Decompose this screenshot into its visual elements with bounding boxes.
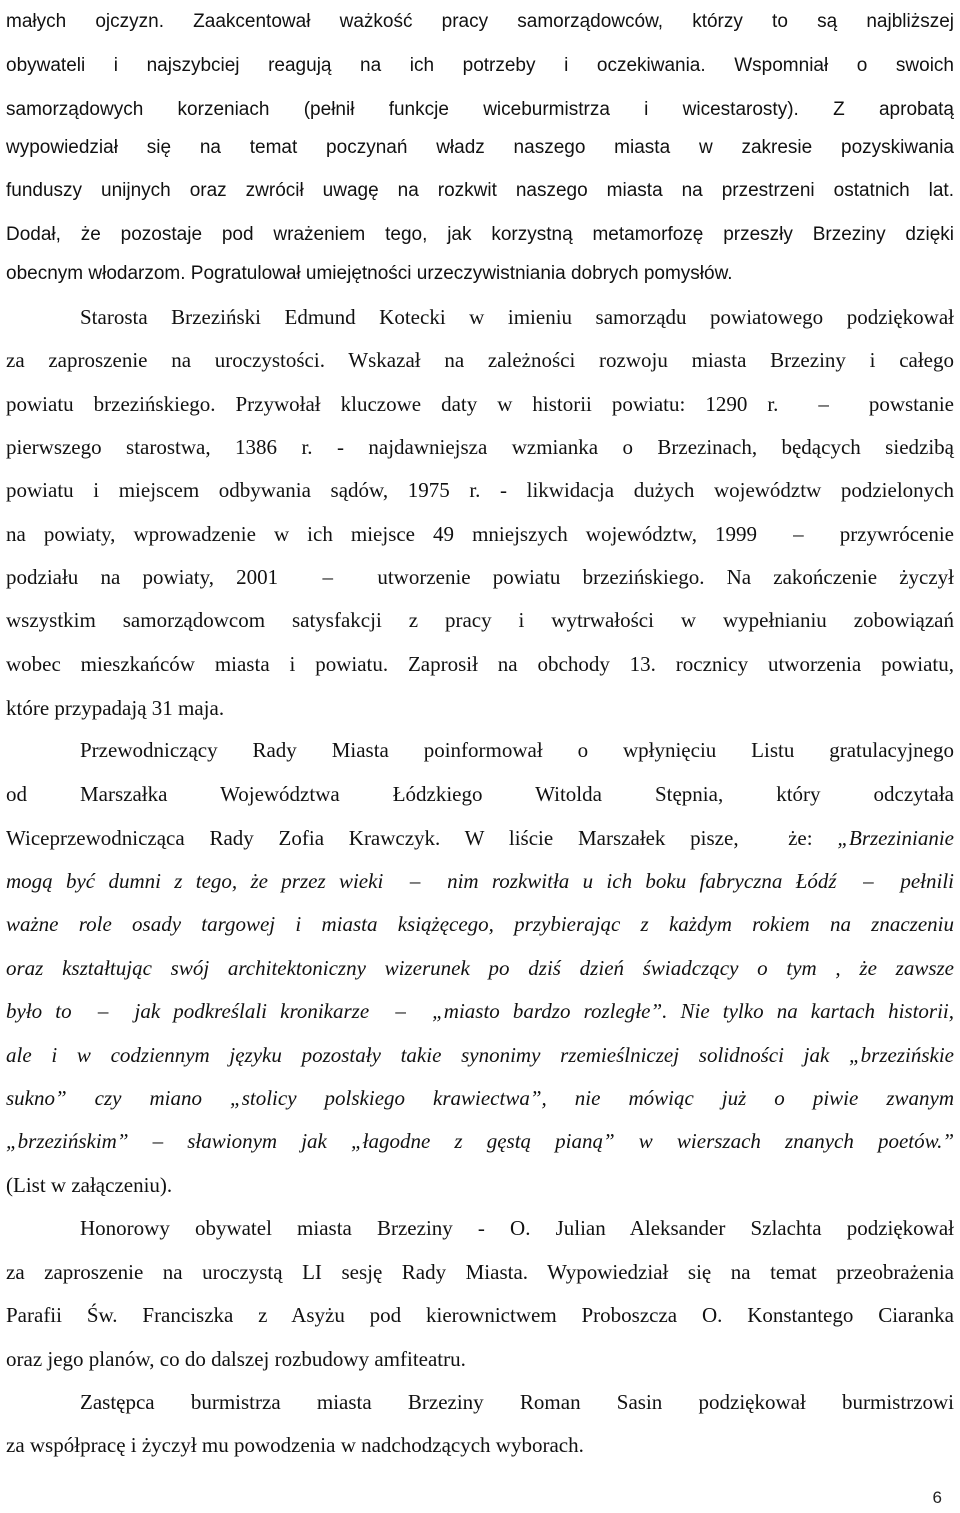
- text-line: [6, 688, 954, 728]
- text-segment: „brzezińskim” – sławionym jak „łagodne z gęstą pianą” w wierszach znanych poetów.”: [6, 1129, 954, 1153]
- text-line: [6, 213, 954, 253]
- text-segment: . Nie tylko na kartach historii,: [662, 999, 954, 1023]
- text-line: [6, 818, 954, 858]
- text-line: [6, 600, 954, 640]
- text-line: [6, 948, 954, 988]
- text-segment: funduszy unijnych oraz zwrócił uwagę na rozkwit naszego miasta na przestrzeni ostatnich lat.: [6, 180, 954, 201]
- text-segment: Honorowy obywatel miasta Brzeziny - O. Julian Aleksander Szlachta podziękował: [80, 1216, 954, 1240]
- text-segment: na powiaty, wprowadzenie w ich miejsce 49 mniejszych województw, 1999 – przywrócenie: [6, 522, 954, 546]
- text-line: [6, 991, 954, 1031]
- text-segment: powiatu i miejscem odbywania sądów, 1975 r. - likwidacja dużych województw podzielonych: [6, 478, 954, 502]
- text-segment: sukno” czy miano „stolicy polskiego krawiectwa”, nie mówiąc już o piwie zwanym: [6, 1086, 954, 1110]
- text-line: [6, 861, 954, 901]
- text-line: [6, 88, 954, 128]
- text-segment: powiatu brzezińskiego. Przywołał kluczowe daty w historii powiatu: 1290 r. – powstanie: [6, 392, 954, 416]
- text-segment: obywateli i najszybciej reagują na ich potrzeby i oczekiwania. Wspomniał o swoich: [6, 55, 954, 76]
- text-line: [6, 427, 954, 467]
- text-segment: małych ojczyzn. Zaakcentował ważkość pracy samorządowców, którzy to są najbliższej: [6, 11, 954, 32]
- text-segment: za współpracę i życzył mu powodzenia w nadchodzących wyborach.: [6, 1433, 584, 1457]
- text-line: [80, 1208, 954, 1248]
- text-segment: oraz jego planów, co do dalszej rozbudowy amfiteatru.: [6, 1347, 466, 1371]
- text-line: [80, 1382, 954, 1422]
- text-segment: mogą być dumni z tego, że przez wieki – nim rozkwitła u ich boku fabryczna Łódź – pełnili: [6, 869, 954, 893]
- text-line: [6, 340, 954, 380]
- text-segment: ale i w codziennym języku pozostały takie synonimy rzemieślniczej solidności jak „brzezińskie: [6, 1043, 954, 1067]
- text-line: [6, 557, 954, 597]
- text-segment: ważne role osady targowej i miasta książęcego, przybierając z każdym rokiem na znaczeniu: [6, 912, 954, 936]
- text-line: [6, 44, 954, 84]
- text-segment: wobec mieszkańców miasta i powiatu. Zaprosił na obchody 13. rocznicy utworzenia powiatu,: [6, 652, 954, 676]
- text-line: [6, 252, 954, 292]
- text-segment: Parafii Św. Franciszka z Asyżu pod kierownictwem Proboszcza O. Konstantego Ciaranka: [6, 1303, 954, 1327]
- text-segment: Przewodniczący Rady Miasta poinformował o wpłynięciu Listu gratulacyjnego: [80, 738, 954, 762]
- text-line: [6, 514, 954, 554]
- text-segment: oraz kształtując swój architektoniczny wizerunek po dziś dzień świadczący o tym , że zawsze: [6, 956, 954, 980]
- text-line: [6, 1121, 954, 1161]
- text-segment: od Marszałka Województwa Łódzkiego Witolda Stępnia, który odczytała: [6, 782, 954, 806]
- text-segment: za zaproszenie na uroczystości. Wskazał na zależności rozwoju miasta Brzeziny i całego: [6, 348, 954, 372]
- page-number: 6: [932, 1488, 942, 1507]
- text-line: [6, 774, 954, 814]
- text-line: [6, 1425, 954, 1465]
- text-segment: za zaproszenie na uroczystą LI sesję Rady Miasta. Wypowiedział się na temat przeobrażenia: [6, 1260, 954, 1284]
- text-line: [6, 0, 954, 40]
- text-segment: było to – jak podkreślali kronikarze – „miasto bardzo rozległe”: [6, 999, 663, 1023]
- text-segment: Starosta Brzeziński Edmund Kotecki w imieniu samorządu powiatowego podziękował: [80, 305, 954, 329]
- text-line: [6, 1165, 954, 1205]
- text-line: [6, 1339, 954, 1379]
- text-line: [6, 1252, 954, 1292]
- text-line: [80, 297, 954, 337]
- text-segment: Wiceprzewodnicząca Rady Zofia Krawczyk. W liście Marszałek pisze, że:: [6, 826, 838, 850]
- text-line: [6, 1295, 954, 1335]
- text-line: [6, 904, 954, 944]
- text-line: [6, 644, 954, 684]
- text-line: [6, 470, 954, 510]
- text-segment: Zastępca burmistrza miasta Brzeziny Roman Sasin podziękował burmistrzowi: [80, 1390, 954, 1414]
- text-segment: „Brzezinianie: [837, 826, 954, 850]
- text-segment: które przypadają 31 maja.: [6, 696, 225, 720]
- text-segment: obecnym włodarzom. Pogratulował umiejętności urzeczywistniania dobrych pomysłów.: [6, 263, 733, 284]
- text-segment: wypowiedział się na temat poczynań władz naszego miasta w zakresie pozyskiwania: [6, 137, 954, 158]
- text-line: [6, 1078, 954, 1118]
- text-line: [6, 126, 954, 166]
- text-line: [6, 384, 954, 424]
- text-line: [6, 1035, 954, 1075]
- text-line: [6, 169, 954, 209]
- text-segment: Dodał, że pozostaje pod wrażeniem tego, jak korzystną metamorfozę przeszły Brzeziny dzięki: [6, 224, 954, 245]
- text-segment: samorządowych korzeniach (pełnił funkcje wiceburmistrza i wicestarosty). Z aprobatą: [6, 99, 954, 120]
- text-segment: wszystkim samorządowcom satysfakcji z pracy i wytrwałości w wypełnianiu zobowiązań: [6, 608, 954, 632]
- text-segment: podziału na powiaty, 2001 – utworzenie powiatu brzezińskiego. Na zakończenie życzył: [6, 565, 954, 589]
- text-line: [80, 730, 954, 770]
- text-segment: (List w załączeniu).: [6, 1173, 173, 1197]
- text-segment: pierwszego starostwa, 1386 r. - najdawniejsza wzmianka o Brzezinach, będących siedzibą: [6, 435, 954, 459]
